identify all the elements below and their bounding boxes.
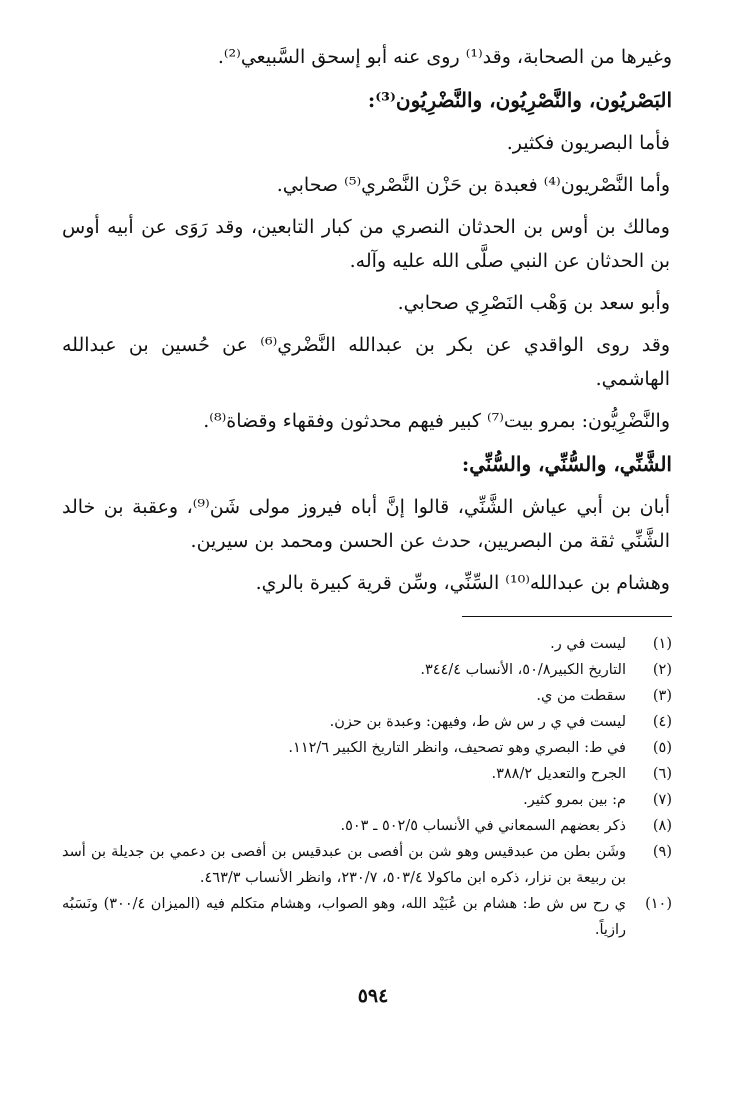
footnote-item [62,761,672,787]
page-number: ٥٩٤ [357,985,389,1007]
paragraph-9: وهشام بن عبدالله⁽¹⁰⁾ السِّنِّي، وسِّن قرية كبيرة بالري. [255,572,670,594]
footnote-item [62,891,672,943]
footnote-number: (٧) [652,792,672,808]
footnote-number: (٤) [652,714,672,730]
footnote-item [62,787,672,813]
footnote-text: سقطت من ي. [536,688,626,704]
footnote-item [62,657,672,683]
footnote-number: (٩) [652,844,672,860]
footnote-number: (٦) [652,766,672,782]
footnote-number: (٢) [652,662,672,678]
footnote-text: ي رح س ش ط: هشام بن عُبَيْد الله، وهو الصواب، وهشام متكلم فيه (الميزان ٣٠٠/٤) ونَسَبُه رازياً. [62,896,626,938]
footnote-text: ذكر بعضهم السمعاني في الأنساب ٥٠٢/٥ ـ ٥٠٣. [340,818,626,834]
paragraph-4: ومالك بن أوس بن الحدثان النصري من كبار التابعين، وقد رَوَى عن أبيه أوس بن الحدثان عن النبي صلَّى الله عليه وآله. [62,216,670,272]
footnote-number: (٥) [652,740,672,756]
footnotes-list [62,631,672,943]
footnote-number: (٨) [652,818,672,834]
footnote-text: ليست في ي ر س ش ط، وفيهن: وعبدة بن حزن. [329,714,626,730]
footnote-number: (٣) [652,688,672,704]
paragraph-8: أبان بن أبي عياش الشَّنِّي، قالوا إنَّ أباه فيروز مولى شَن⁽⁹⁾، وعقبة بن خالد الشَّنِّي ثقة من البصريين، حدث عن الحسن ومحمد بن سيرين. [62,496,670,552]
footnote-number: (١) [652,636,672,652]
footnote-text: وشَن بطن من عبدقيس وهو شن بن أفصى بن عبدقيس بن أفصى بن دعمي بن جديلة بن أسد بن ربيعة بن نزار، ذكره ابن ماكولا ٥٠٣/٤، ٢٣٠/٧، وانظر الأنساب ٤٦٣/٣. [62,844,626,886]
paragraph-6: وقد روى الواقدي عن بكر بن عبدالله النَّضْري⁽⁶⁾ عن حُسين بن عبدالله الهاشمي. [62,334,670,390]
footnote-item [62,631,672,657]
footnote-text: في ط: البصري وهو تصحيف، وانظر التاريخ الكبير ١١٢/٦. [288,740,626,756]
footnote-item [62,839,672,891]
paragraph-7: والنَّضْرِيُّون: بمرو بيت⁽⁷⁾ كبير فيهم محدثون وفقهاء وقضاة⁽⁸⁾. [203,410,670,432]
paragraph-2: فأما البصريون فكثير. [506,132,670,154]
footnote-divider [462,616,672,617]
footnote-item [62,813,672,839]
section-heading-shanni: الشَّنِّي، والسُّنِّي، والسُّنِّي: [461,452,672,476]
footnote-text: الجرح والتعديل ٣٨٨/٢. [491,766,626,782]
footnote-item [62,735,672,761]
paragraph-3: وأما النَّصْريون⁽⁴⁾ فعبدة بن حَزْن النَّصْري⁽⁵⁾ صحابي. [276,174,670,196]
footnote-text: التاريخ الكبير٥٠/٨، الأنساب ٣٤٤/٤. [420,662,626,678]
page-content [62,40,672,943]
footnote-text: ليست في ر. [550,636,626,652]
footnote-item [62,709,672,735]
paragraph-1: وغيرها من الصحابة، وقد⁽¹⁾ روى عنه أبو إسحق السَّبيعي⁽²⁾. [217,46,672,68]
section-heading-basriyun: البَصْريُون، والنَّصْرِيُون، والنَّضْرِيُون⁽³⁾: [367,88,672,112]
footnote-item [62,683,672,709]
footnote-number: (١٠) [645,896,672,912]
paragraph-5: وأبو سعد بن وَهْب النَصْرِي صحابي. [397,292,670,314]
footnote-text: م: بين بمرو كثير. [523,792,626,808]
